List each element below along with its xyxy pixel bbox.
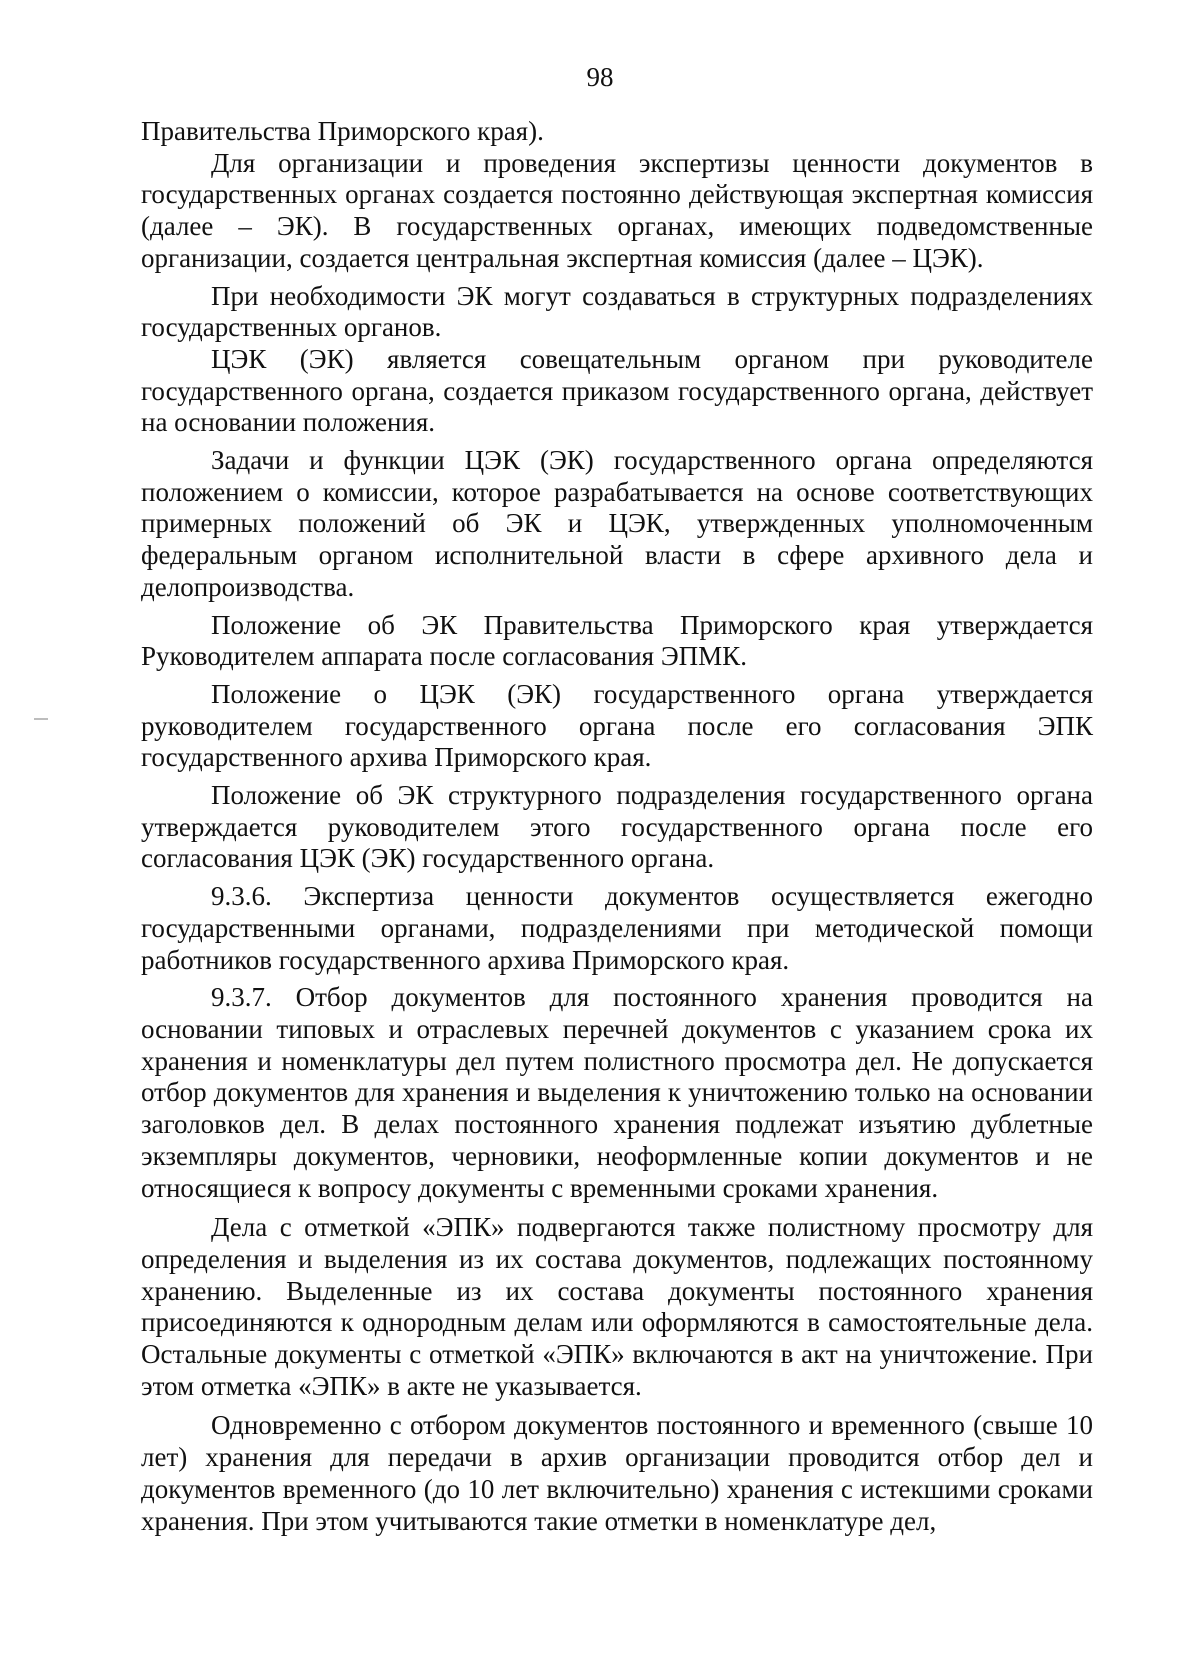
paragraph-regulation-cek: Положение о ЦЭК (ЭК) государственного органа утверждается руководителем государственного органа после его согласования ЭПК государственного архива Приморского края. [141,678,1093,773]
paragraph-structural-units: При необходимости ЭК могут создаваться в структурных подразделениях государственных органов. [141,280,1093,343]
page-number: 98 [586,62,614,92]
paragraph-expert-commission: Для организации и проведения экспертизы ценности документов в государственных органах создается постоянно действующая экспертная комиссия (далее – ЭК). В государственных органах, имеющих подведомственные организации, создается центральная экспертная комиссия (далее – ЦЭК). [141,147,1093,273]
paragraph-9-3-6: 9.3.6. Экспертиза ценности документов осуществляется ежегодно государственными органами, подразделениями при методической помощи работников государственного архива Приморского края. [141,881,1093,975]
document-body [141,116,1093,1537]
paragraph-tasks-functions: Задачи и функции ЦЭК (ЭК) государственного органа определяются положением о комиссии, которое разрабатывается на основе соответствующих примерных положений об ЭК и ЦЭК, утвержденных уполномоченным федеральным органом исполнительной власти в сфере архивного дела и делопроизводства. [141,445,1093,602]
paragraph-continuation: Правительства Приморского края). [141,116,544,146]
paragraph-advisory-body: ЦЭК (ЭК) является совещательным органом при руководителе государственного органа, создается приказом государственного органа, действует на основании положения. [141,343,1093,438]
paragraph-regulation-government: Положение об ЭК Правительства Приморского края утверждается Руководителем аппарата после согласования ЭПМК. [141,609,1093,672]
paragraph-epk-cases: Дела с отметкой «ЭПК» подвергаются также полистному просмотру для определения и выделения из их состава документов, подлежащих постоянному хранению. Выделенные из их состава документы постоянного хранения присоединяются к однородным делам или оформляются в самостоятельные дела. Остальные документы с отметкой «ЭПК» включаются в акт на уничтожение. При этом отметка «ЭПК» в акте не указывается. [141,1212,1093,1401]
paragraph-regulation-structural: Положение об ЭК структурного подразделения государственного органа утверждается руководителем этого государственного органа после его согласования ЦЭК (ЭК) государственного органа. [141,780,1093,874]
paragraph-simultaneous-selection: Одновременно с отбором документов постоянного и временного (свыше 10 лет) хранения для передачи в архив организации проводится отбор дел и документов временного (до 10 лет включительно) хранения с истекшими сроками хранения. При этом учитываются такие отметки в номенклатуре дел, [141,1410,1093,1536]
paragraph-9-3-7: 9.3.7. Отбор документов для постоянного хранения проводится на основании типовых и отраслевых перечней документов с указанием срока их хранения и номенклатуры дел путем полистного просмотра дел. Не допускается отбор документов для хранения и выделения к уничтожению только на основании заголовков дел. В делах постоянного хранения подлежат изъятию дублетные экземпляры документов, черновики, неоформленные копии документов и не относящиеся к вопросу документы с временными сроками хранения. [141,982,1093,1203]
scan-edge-mark [34,718,48,720]
